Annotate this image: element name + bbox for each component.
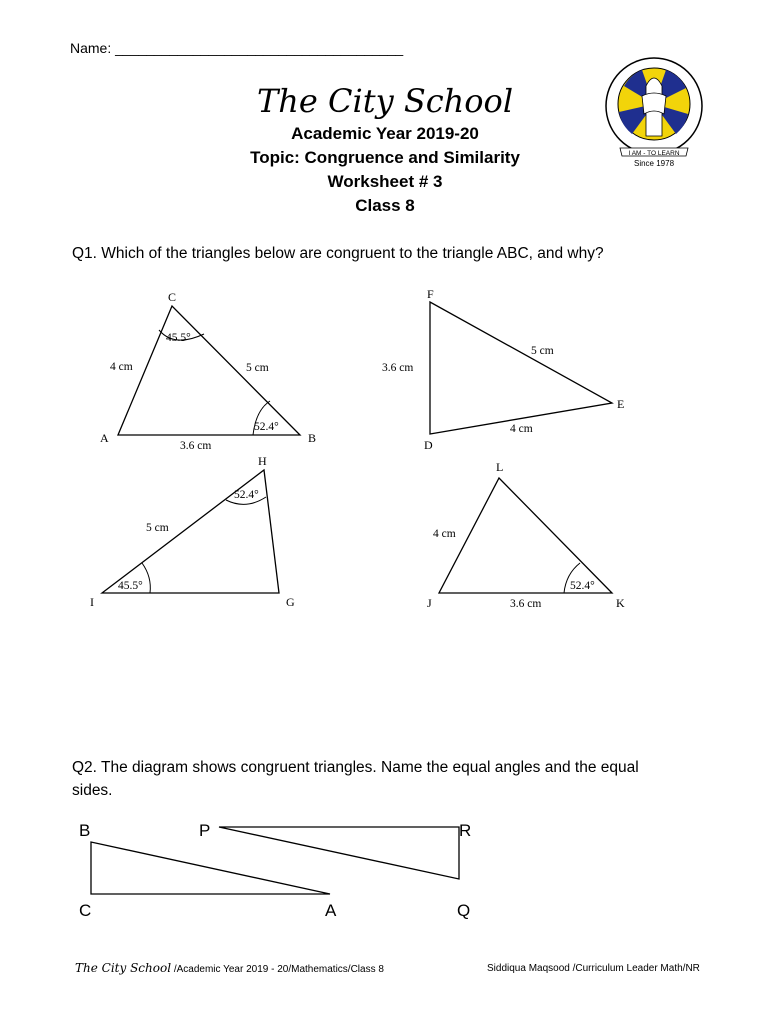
angle-b-label: 52.4° [254,421,279,433]
footer-brand: The City School [75,961,172,975]
vertex-d-label: D [424,438,433,452]
logo-motto: I AM - TO LEARN [628,150,680,157]
school-title: The City School [256,82,514,120]
side-fe-label: 5 cm [531,345,554,357]
side-ab-label: 3.6 cm [180,440,212,452]
side-de-label: 4 cm [510,423,533,435]
side-jl-label: 4 cm [433,528,456,540]
side-fd-label: 3.6 cm [382,362,414,374]
side-cb-label: 5 cm [246,362,269,374]
side-ih-label: 5 cm [146,522,169,534]
vertex-k-label: K [616,596,625,610]
logo-since: Since 1978 [633,159,675,168]
vertex-g-label: G [286,595,295,609]
side-jk-label: 3.6 cm [510,598,542,610]
angle-k-label: 52.4° [570,580,595,592]
topic-heading: Topic: Congruence and Similarity [250,148,520,167]
triangle-hig [90,454,295,609]
vertex-b-label: B [79,821,91,840]
vertex-e-label: E [617,397,625,411]
q2-congruent-triangles-diagram [0,812,770,922]
vertex-i-label: I [90,595,94,609]
vertex-a-label: A [100,431,109,445]
triangle-ljk [427,460,625,610]
angle-c-label: 45.5° [166,332,191,344]
footer-left-text: /Academic Year 2019 - 20/Mathematics/Class 8 [171,964,384,975]
angle-h-label: 52.4° [234,489,259,501]
school-logo [602,56,708,176]
q1-triangles-diagram [0,280,770,620]
vertex-j-label: J [427,596,432,610]
vertex-h-label: H [258,454,267,468]
vertex-a-label: A [325,901,337,920]
vertex-q-label: Q [457,901,471,920]
vertex-l-label: L [496,460,504,474]
angle-i-label: 45.5° [118,580,143,592]
triangle-fde [382,287,624,452]
vertex-f-label: F [427,287,434,301]
footer-right: Siddiqua Maqsood /Curriculum Leader Math/NR [487,963,700,974]
vertex-r-label: R [459,821,472,840]
question-2-line-1: Q2. The diagram shows congruent triangles. Name the equal angles and the equal [72,759,639,776]
vertex-c-label: C [79,901,92,920]
name-field-label: Name: _____________________________________ [70,40,404,56]
question-1: Q1. Which of the triangles below are congruent to the triangle ABC, and why? [72,245,604,262]
vertex-c-label: C [168,290,177,304]
footer-left [75,961,384,975]
question-2-line-2: sides. [72,782,113,799]
triangle-abc [100,290,316,452]
vertex-p-label: P [199,821,211,840]
side-ac-label: 4 cm [110,361,133,373]
academic-year: Academic Year 2019-20 [291,124,479,143]
class-heading: Class 8 [355,196,415,215]
worksheet-number: Worksheet # 3 [327,172,443,191]
vertex-b-label: B [308,431,317,445]
